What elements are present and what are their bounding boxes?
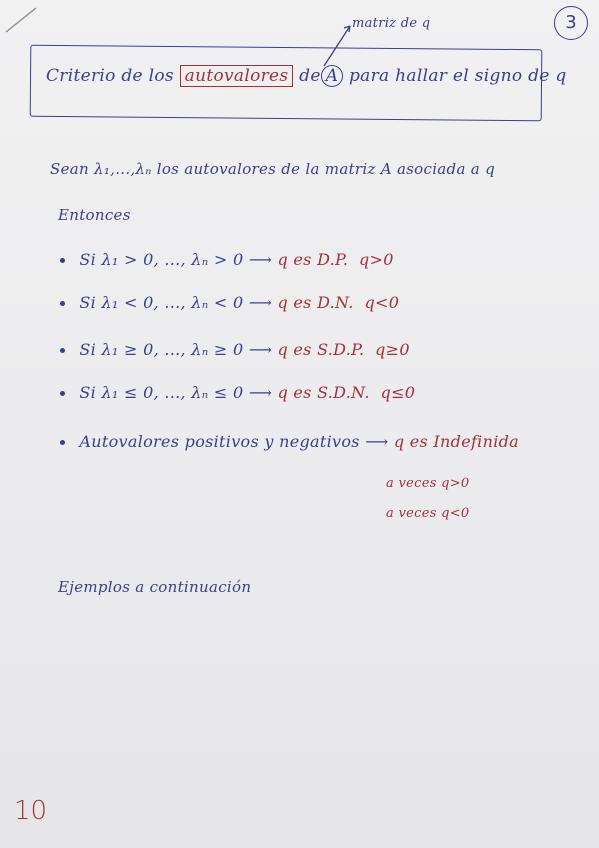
rule-condition: Si λ₁ < 0, ..., λₙ < 0 bbox=[79, 293, 244, 312]
title-circled-letter: A bbox=[321, 65, 344, 87]
rule-sign: q≥0 bbox=[375, 340, 410, 359]
rule-condition: Si λ₁ ≤ 0, ..., λₙ ≤ 0 bbox=[79, 383, 244, 402]
rule-row bbox=[60, 293, 399, 312]
rule-arrow: ⟶ bbox=[248, 293, 273, 312]
rule-condition: Si λ₁ ≥ 0, ..., λₙ ≥ 0 bbox=[79, 340, 244, 359]
rule-row bbox=[60, 383, 415, 402]
rule-result: q es S.D.N. bbox=[277, 383, 370, 402]
annotation-text: matriz de q bbox=[352, 16, 431, 31]
rule-sign: q<0 bbox=[364, 293, 400, 312]
title-after: para hallar el signo de q bbox=[348, 66, 567, 86]
bullet-dot bbox=[60, 440, 65, 445]
rule-result: q es D.N. bbox=[277, 293, 354, 312]
rule-row bbox=[60, 340, 410, 359]
title-mid: de bbox=[299, 66, 321, 86]
rule-arrow: ⟶ bbox=[248, 383, 273, 402]
bullet-dot bbox=[60, 301, 65, 306]
rule-arrow: ⟶ bbox=[248, 340, 273, 359]
mixed-result: q es Indefinida bbox=[393, 432, 519, 451]
entonces-label: Entonces bbox=[58, 206, 131, 224]
rule-result: q es S.D.P. bbox=[277, 340, 365, 359]
bullet-dot bbox=[60, 348, 65, 353]
mixed-row bbox=[60, 432, 519, 451]
corner-number: 10 bbox=[14, 796, 48, 826]
bullet-dot bbox=[60, 258, 65, 263]
mixed-arrow: ⟶ bbox=[365, 432, 389, 451]
pencil-stroke bbox=[0, 0, 60, 40]
page-number: 3 bbox=[554, 6, 588, 40]
rule-row bbox=[60, 250, 394, 269]
title bbox=[46, 66, 567, 86]
intro-text: Sean λ₁,...,λₙ los autovalores de la matriz A asociada a q bbox=[50, 160, 495, 178]
bullet-dot bbox=[60, 391, 65, 396]
rule-sign: q>0 bbox=[359, 250, 394, 269]
mixed-case-negative: a veces q<0 bbox=[386, 506, 470, 521]
title-boxed-word: autovalores bbox=[180, 65, 294, 87]
mixed-case-positive: a veces q>0 bbox=[386, 476, 470, 491]
examples-note: Ejemplos a continuación bbox=[58, 578, 252, 596]
rule-sign: q≤0 bbox=[380, 383, 416, 402]
mixed-condition: Autovalores positivos y negativos bbox=[79, 432, 360, 451]
title-before: Criterio de los bbox=[46, 66, 174, 86]
rule-arrow: ⟶ bbox=[248, 250, 273, 269]
rule-condition: Si λ₁ > 0, ..., λₙ > 0 bbox=[79, 250, 244, 269]
rule-result: q es D.P. bbox=[277, 250, 349, 269]
